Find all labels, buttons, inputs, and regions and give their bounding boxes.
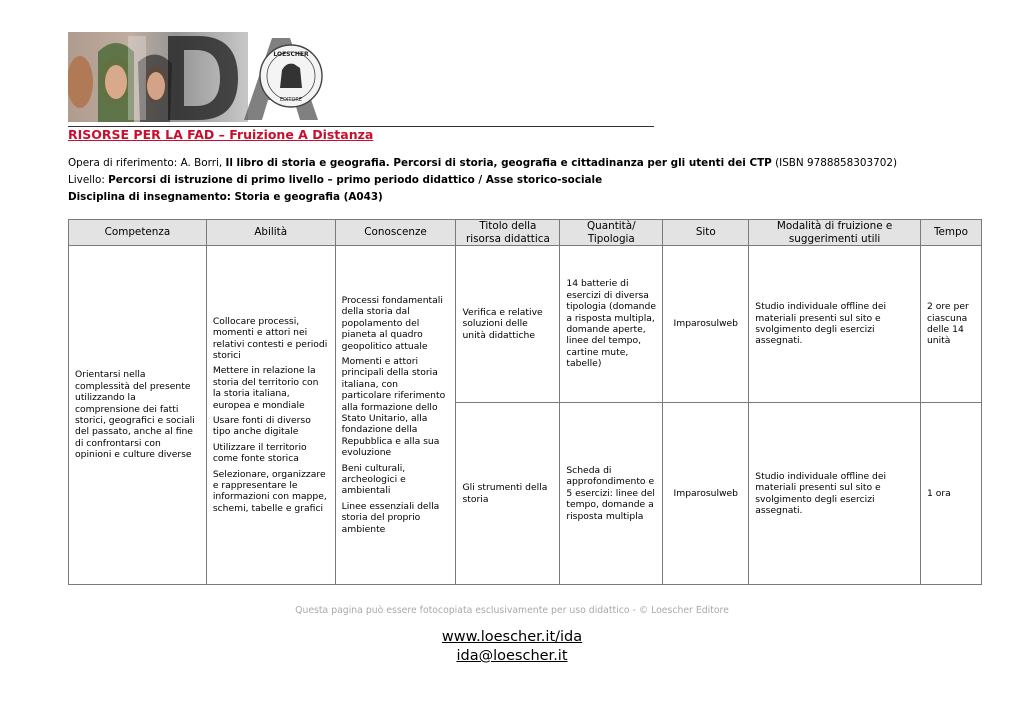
titolo-cell: Gli strumenti della storia	[456, 403, 560, 585]
competenza-cell: Orientarsi nella complessità del presente utilizzando la comprensione dei fatti storici, geografici e sociali del passato, anche al fine di confrontarsi con opinioni e culture diverse	[69, 246, 207, 585]
resources-table	[68, 219, 982, 585]
opera-title: Il libro di storia e geografia. Percorsi di storia, geografia e cittadinanza per gli utenti dei CTP	[225, 157, 772, 169]
website-link[interactable]: www.loescher.it/ida	[441, 629, 583, 645]
col-header-quantita: Quantità/ Tipologia	[560, 220, 663, 246]
sito-cell: Imparosulweb	[663, 403, 749, 585]
tempo-cell: 2 ore per ciascuna delle 14 unità	[920, 246, 981, 403]
quantita-cell: 14 batterie di esercizi di diversa tipologia (domande a risposta multipla, domande aperte, linee del tempo, cartine mute, tabelle)	[560, 246, 663, 403]
abilita-item: Utilizzare il territorio come fonte storica	[212, 441, 307, 465]
modalita-cell: Studio individuale offline dei materiali presenti sul sito e svolgimento degli esercizi assegnati.	[749, 403, 921, 585]
col-header-titolo: Titolo della risorsa didattica	[456, 220, 560, 246]
table-header-row	[69, 220, 982, 246]
abilita-item: Mettere in relazione la storia del territorio con la storia italiana, europea e mondiale	[212, 365, 319, 411]
opera-isbn: (ISBN 9788858303702)	[771, 157, 897, 169]
col-header-tempo: Tempo	[920, 220, 981, 246]
abilita-cell	[206, 246, 335, 585]
svg-text:LOESCHER: LOESCHER	[273, 51, 309, 58]
table-row	[69, 246, 982, 403]
disciplina-value: Storia e geografia (A043)	[234, 191, 383, 203]
opera-author: A. Borri,	[180, 157, 226, 169]
quantita-cell: Scheda di approfondimento e 5 esercizi: linee del tempo, domande a risposta multipla	[560, 403, 663, 585]
conoscenze-item: Momenti e attori principali della storia italiana, con particolare riferimento alla formazione dello Stato Unitario, alla fondazione della Repubblica e alla sua evoluzione	[341, 355, 446, 459]
col-header-conoscenze: Conoscenze	[335, 220, 456, 246]
col-header-modalita: Modalità di fruizione e suggerimenti utili	[749, 220, 921, 246]
ida-logo	[68, 32, 330, 122]
titolo-cell: Verifica e relative soluzioni delle unità didattiche	[456, 246, 560, 403]
abilita-item: Usare fonti di diverso tipo anche digitale	[212, 415, 311, 438]
opera-label: Opera di riferimento:	[68, 157, 181, 169]
opera-line	[68, 157, 897, 169]
conoscenze-item: Processi fondamentali della storia dal popolamento del pianeta al quadro geopolitico attuale	[341, 294, 443, 352]
email-link[interactable]: ida@loescher.it	[456, 648, 568, 664]
abilita-item: Collocare processi, momenti e attori nei relativi contesti e periodi storici	[212, 315, 328, 361]
disciplina-line	[68, 191, 383, 203]
col-header-sito: Sito	[663, 220, 749, 246]
livello-value: Percorsi di istruzione di primo livello – primo periodo didattico / Asse storico-sociale	[108, 174, 603, 186]
abilita-item: Selezionare, organizzare e rappresentare le informazioni con mappe, schemi, tabelle e grafici	[212, 468, 327, 514]
sito-cell: Imparosulweb	[663, 246, 749, 403]
conoscenze-cell	[335, 246, 456, 585]
livello-line	[68, 174, 602, 186]
conoscenze-item: Beni culturali, archeologici e ambientali	[341, 462, 406, 497]
tempo-cell: 1 ora	[920, 403, 981, 585]
modalita-cell: Studio individuale offline dei materiali presenti sul sito e svolgimento degli esercizi assegnati.	[749, 246, 921, 403]
conoscenze-item: Linee essenziali della storia del proprio ambiente	[341, 500, 440, 535]
col-header-abilita: Abilità	[206, 220, 335, 246]
livello-label: Livello:	[68, 174, 109, 186]
copyright-note: Questa pagina può essere fotocopiata esclusivamente per uso didattico - © Loescher Editore	[295, 605, 729, 616]
footer-links	[0, 628, 1024, 666]
disciplina-label: Disciplina di insegnamento:	[68, 191, 235, 203]
svg-text:EDITORE: EDITORE	[279, 97, 303, 103]
page-title: RISORSE PER LA FAD – Fruizione A Distanza	[68, 127, 374, 142]
col-header-competenza: Competenza	[69, 220, 207, 246]
